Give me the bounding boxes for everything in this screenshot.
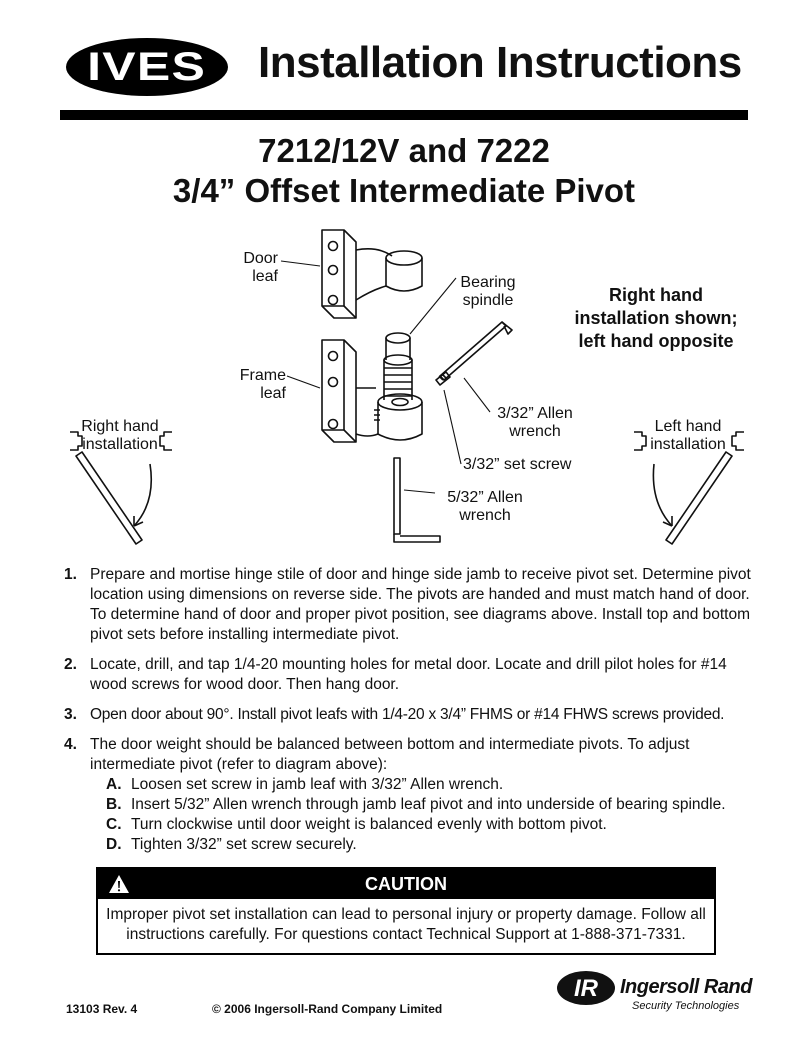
ives-logo [66, 38, 228, 96]
document-number: 13103 Rev. 4 [66, 1002, 138, 1016]
brand-subtitle: Security Technologies [632, 1000, 740, 1012]
step-text: Prepare and mortise hinge stile of door and hinge side jamb to receive pivot set. Determine pivot location using dimensions on reverse side. The pivots are handed and must match hand of door. To determine hand of door and proper pivot position, see diagrams above. Install top and bottom pivot sets before installing intermediate pivot. [90, 566, 751, 643]
callout-door-leaf-line1: Door [243, 250, 278, 267]
callout-small-allen-wrench [490, 405, 580, 441]
callout-large-allen-wrench [437, 489, 533, 525]
callout-right-hand-line1: Right hand [81, 418, 159, 435]
bearing-spindle-drawing [384, 333, 412, 400]
callout-right-hand-line2: installation [82, 436, 158, 453]
substep-text: Insert 5/32” Allen wrench through jamb leaf pivot and into underside of bearing spindle. [131, 796, 726, 813]
large-allen-wrench-drawing [394, 458, 440, 542]
callout-bearing-spindle [448, 274, 528, 310]
callout-frame-leaf-line2: leaf [260, 385, 286, 402]
pivot-exploded-diagram [0, 210, 808, 550]
callout-frame-leaf-line1: Frame [239, 367, 286, 384]
step-4-substeps [90, 775, 754, 855]
substep-letter: C. [106, 816, 122, 833]
callout-left-hand-installation [630, 418, 746, 454]
caution-title: CAUTION [365, 873, 447, 894]
handing-note-line1: Right hand [609, 285, 703, 305]
ives-logo-text: IVES [87, 44, 207, 89]
step-text: The door weight should be balanced between bottom and intermediate pivots. To adjust intermediate pivot (refer to diagram above): [90, 736, 690, 773]
step-number: 3. [64, 706, 77, 723]
callout-frame-leaf [226, 367, 286, 403]
header-rule [60, 110, 748, 120]
callout-small-allen-line1: 3/32” Allen [497, 405, 573, 422]
step-3 [64, 705, 754, 725]
step-number: 2. [64, 656, 77, 673]
substep-text: Tighten 3/32” set screw securely. [131, 836, 357, 853]
caution-text: Improper pivot set installation can lead to personal injury or property damage. Follow all instructions carefully. For questions contact Technical Support at 1-888-371-7331. [106, 906, 706, 943]
product-title-model: 7212/12V and 7222 [258, 132, 550, 169]
ingersoll-rand-logo-icon [555, 968, 617, 1008]
small-allen-wrench-drawing [440, 322, 512, 380]
callout-bearing-spindle-line1: Bearing [460, 274, 516, 291]
product-title-description: 3/4” Offset Intermediate Pivot [172, 172, 636, 209]
header-title: Installation Instructions [258, 38, 742, 87]
step-1 [64, 565, 754, 645]
callout-door-leaf-line2: leaf [252, 268, 278, 285]
callout-door-leaf [226, 250, 278, 286]
substep-text: Loosen set screw in jamb leaf with 3/32” Allen wrench. [131, 776, 504, 793]
substep-letter: D. [106, 836, 122, 853]
copyright-notice: © 2006 Ingersoll-Rand Company Limited [212, 1002, 443, 1016]
callout-set-screw: 3/32” set screw [463, 456, 572, 473]
substep-b [90, 795, 754, 815]
warning-triangle-icon [108, 874, 130, 894]
callout-right-hand-installation [62, 418, 178, 454]
door-leaf-drawing [322, 230, 422, 318]
callout-small-allen-line2: wrench [509, 423, 561, 440]
substep-letter: A. [106, 776, 122, 793]
handing-note-line3: left hand opposite [578, 331, 734, 351]
callout-bearing-spindle-line2: spindle [462, 292, 514, 309]
handing-note-line2: installation shown; [574, 308, 738, 328]
substep-c [90, 815, 754, 835]
caution-header [98, 869, 714, 899]
substep-text: Turn clockwise until door weight is balanced evenly with bottom pivot. [131, 816, 607, 833]
substep-a [90, 775, 754, 795]
step-number: 1. [64, 566, 77, 583]
callout-left-hand-line1: Left hand [654, 418, 722, 435]
substep-d [90, 835, 754, 855]
ir-logo-mark: IR [574, 975, 598, 1002]
step-2 [64, 655, 754, 695]
step-4-body [90, 735, 754, 855]
callout-left-hand-line2: installation [650, 436, 726, 453]
substep-letter: B. [106, 796, 122, 813]
step-text: Locate, drill, and tap 1/4-20 mounting holes for metal door. Locate and drill pilot holes for #14 wood screws for wood door. Then hang door. [90, 656, 727, 693]
caution-box [96, 867, 716, 955]
frame-leaf-drawing [322, 340, 422, 442]
brand-name: Ingersoll Rand [620, 976, 752, 998]
step-text: Open door about 90°. Install pivot leafs with 1/4-20 x 3/4” FHMS or #14 FHWS screws provided. [90, 706, 725, 723]
instruction-steps [64, 565, 754, 865]
callout-large-allen-line1: 5/32” Allen [447, 489, 523, 506]
step-number: 4. [64, 736, 77, 753]
handing-note [556, 284, 756, 353]
step-4 [64, 735, 754, 855]
callout-large-allen-line2: wrench [459, 507, 511, 524]
